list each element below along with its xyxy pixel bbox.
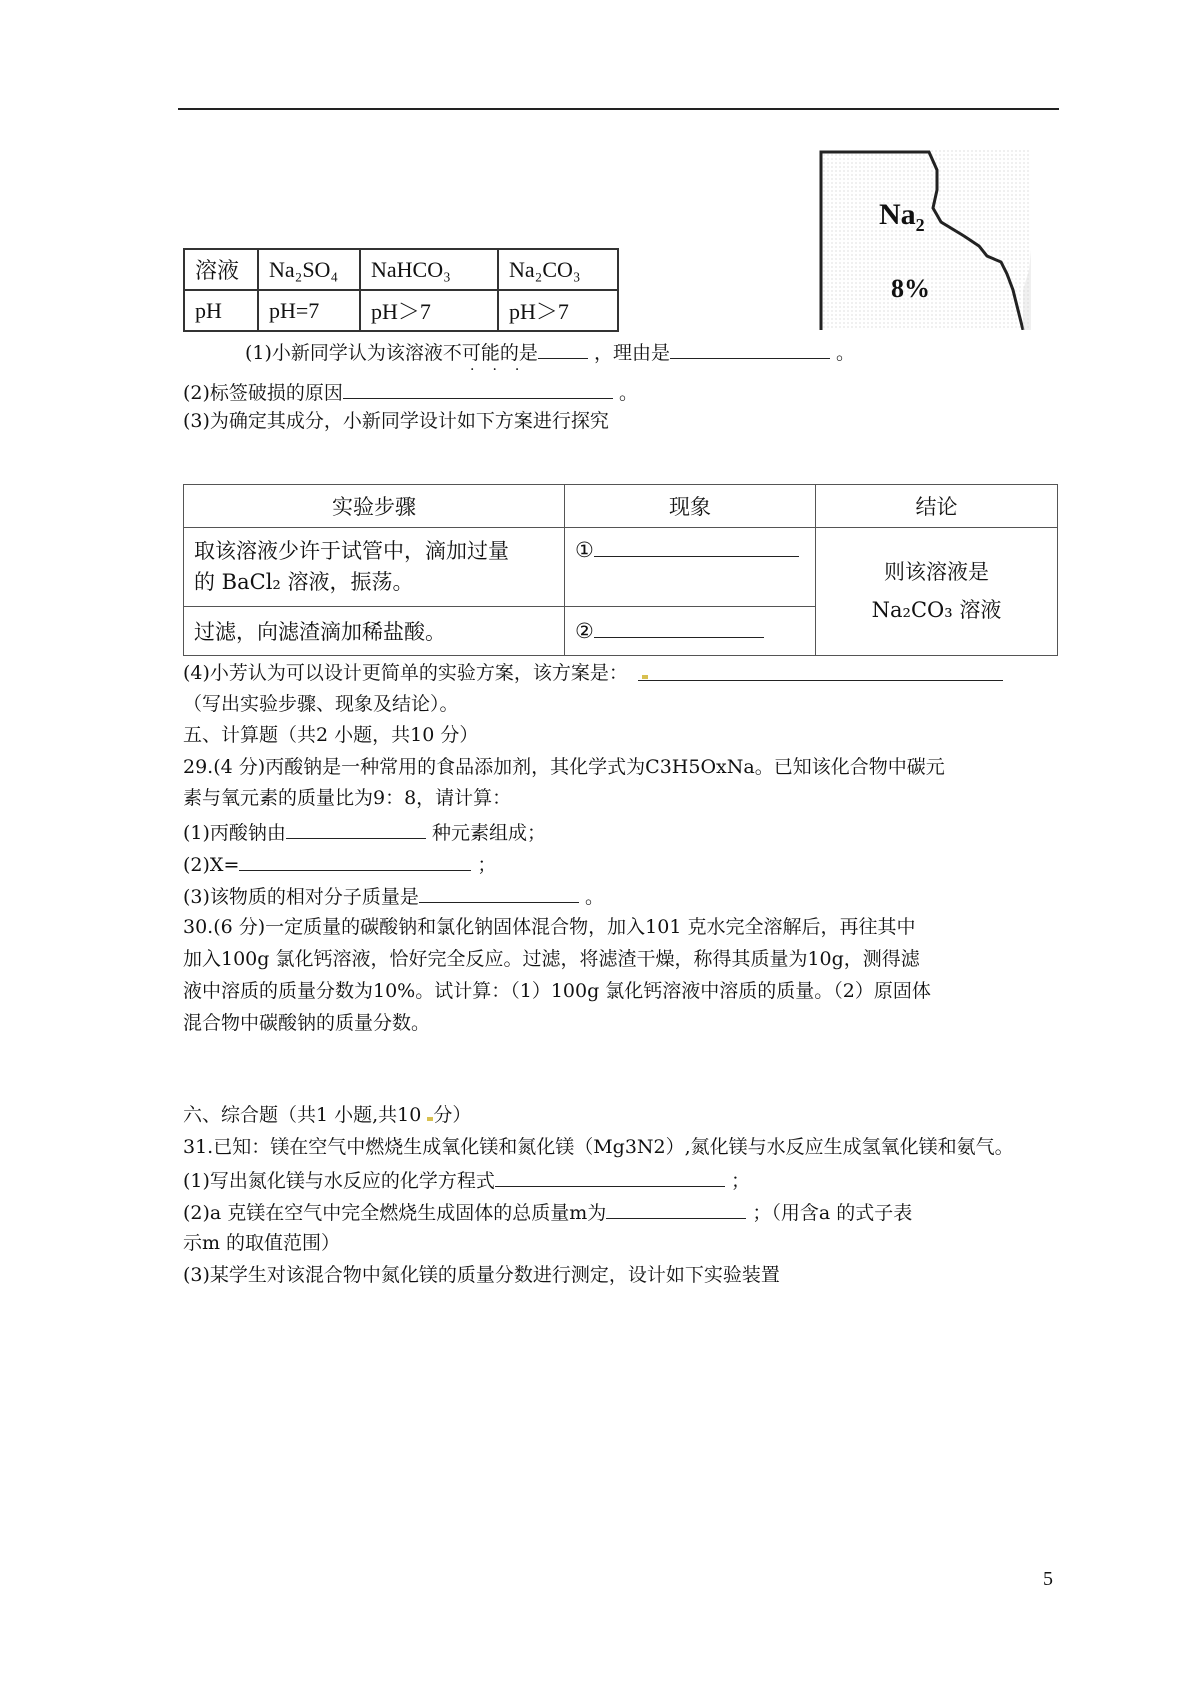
table-cell: ② xyxy=(565,607,816,656)
answer-blank[interactable] xyxy=(594,619,764,638)
table-cell: 过滤，向滤渣滴加稀盐酸。 xyxy=(184,607,565,656)
table-cell: Na₂SO₄ xyxy=(258,249,360,290)
question-29-sub-3: (3)该物质的相对分子质量是 。 xyxy=(183,886,604,908)
table-cell: pH＞7 xyxy=(498,290,618,331)
table-header-row xyxy=(184,485,1058,528)
question-29-sub-1: (1)丙酸钠由 种元素组成； xyxy=(183,822,546,844)
question-29-line-2: 素与氧元素的质量比为9：8，请计算： xyxy=(183,787,512,809)
question-29-sub-2: (2)X= ； xyxy=(183,854,497,876)
table-row xyxy=(184,249,618,290)
section-6-title: 六、综合题（共1 小题,共10 分） xyxy=(183,1104,472,1126)
answer-blank[interactable] xyxy=(239,852,471,871)
answer-blank[interactable] xyxy=(495,1168,725,1187)
table-cell: 取该溶液少许于试管中，滴加过量 的 BaCl₂ 溶液，振荡。 xyxy=(184,528,565,607)
section-5-title: 五、计算题（共2 小题，共10 分） xyxy=(183,724,479,746)
question-31-sub-3: (3)某学生对该混合物中氮化镁的质量分数进行测定，设计如下实验装置 xyxy=(183,1264,780,1286)
ph-table xyxy=(183,248,619,332)
question-4-note: （写出实验步骤、现象及结论）。 xyxy=(183,693,459,715)
table-cell: NaHCO₃ xyxy=(360,249,498,290)
answer-blank[interactable] xyxy=(670,340,830,359)
reagent-label-image xyxy=(819,150,1031,330)
question-4-line: (4)小芳认为可以设计更简单的实验方案，该方案是： xyxy=(183,662,1003,685)
question-3-line: (3)为确定其成分，小新同学设计如下方案进行探究 xyxy=(183,410,609,432)
answer-blank[interactable] xyxy=(638,662,1003,681)
answer-blank[interactable] xyxy=(606,1200,746,1219)
table-header: 实验步骤 xyxy=(184,485,565,528)
answer-blank[interactable] xyxy=(538,340,588,359)
table-header: 结论 xyxy=(816,485,1058,528)
experiment-table xyxy=(183,484,1058,656)
question-29-line-1: 29.(4 分)丙酸钠是一种常用的食品添加剂，其化学式为C3H5OxNa。已知该化合物中碳元 xyxy=(183,756,945,778)
question-30-line-4: 混合物中碳酸钠的质量分数。 xyxy=(183,1012,431,1034)
answer-blank[interactable] xyxy=(419,884,579,903)
question-31-sub-1: (1)写出氮化镁与水反应的化学方程式 ； xyxy=(183,1170,750,1192)
question-31-line-1: 31.已知：镁在空气中燃烧生成氧化镁和氮化镁（Mg3N2）,氮化镁与水反应生成氢氧化镁和氨气。 xyxy=(183,1136,1014,1158)
question-30-line-3: 液中溶质的质量分数为10%。试计算：（1）100g 氯化钙溶液中溶质的质量。（2）原固体 xyxy=(183,980,931,1002)
label-na-text: $Na_2$ xyxy=(879,198,925,235)
question-31-sub-2-cont: 示m 的取值范围） xyxy=(183,1232,341,1254)
question-1-line: (1)小新同学认为该溶液不可能的是 ，理由是 。 xyxy=(245,342,856,364)
answer-blank[interactable] xyxy=(594,538,799,557)
table-cell: 则该溶液是 Na₂CO₃ 溶液 xyxy=(816,528,1058,656)
question-30-line-1: 30.(6 分)一定质量的碳酸钠和氯化钠固体混合物，加入101 克水完全溶解后，再往其中 xyxy=(183,916,916,938)
answer-blank[interactable] xyxy=(343,380,613,399)
table-row xyxy=(184,528,1058,607)
table-cell: ① xyxy=(565,528,816,607)
header-rule xyxy=(178,108,1059,110)
emphasis-dots: ··· xyxy=(470,362,538,378)
table-cell: pH=7 xyxy=(258,290,360,331)
table-cell: pH＞7 xyxy=(360,290,498,331)
table-row xyxy=(184,290,618,331)
label-percent-text: 8% xyxy=(891,274,930,303)
question-30-line-2: 加入100g 氯化钙溶液，恰好完全反应。过滤，将滤渣干燥，称得其质量为10g，测得滤 xyxy=(183,948,920,970)
answer-blank[interactable] xyxy=(286,820,426,839)
table-cell: pH xyxy=(184,290,258,331)
table-cell: Na₂CO₃ xyxy=(498,249,618,290)
question-2-line: (2)标签破损的原因 。 xyxy=(183,382,638,404)
table-cell: 溶液 xyxy=(184,249,258,290)
page-number: 5 xyxy=(1043,1568,1053,1590)
question-31-sub-2: (2)a 克镁在空气中完全燃烧生成固体的总质量m为 ；（用含a 的式子表 xyxy=(183,1202,913,1224)
table-header: 现象 xyxy=(565,485,816,528)
